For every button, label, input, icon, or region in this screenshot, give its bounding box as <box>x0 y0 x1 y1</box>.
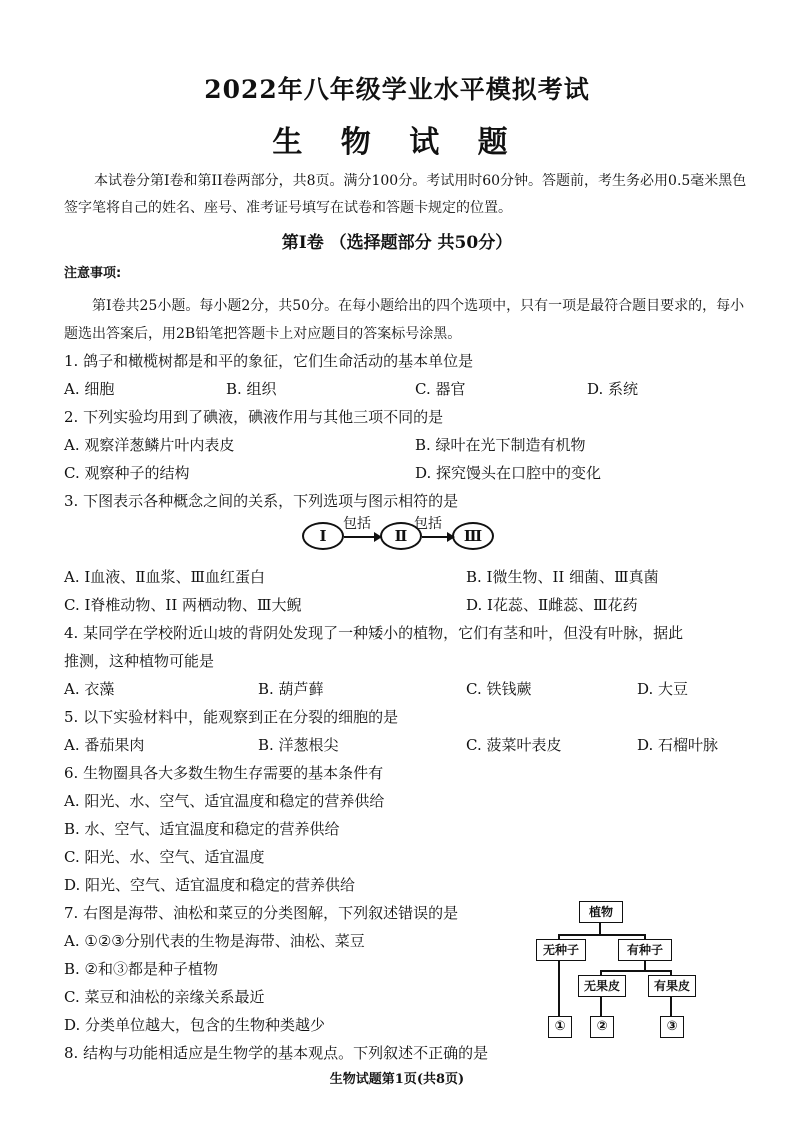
q3-stem: 3. 下图表示各种概念之间的关系，下列选项与图示相符的是 <box>64 492 459 510</box>
q4-option-d: D. 大豆 <box>637 680 689 698</box>
q4-stem-line2: 推测，这种植物可能是 <box>64 652 215 670</box>
q7-stem: 7. 右图是海带、油松和菜豆的分类图解，下列叙述错误的是 <box>64 904 459 922</box>
q7-option-a: A. ①②③分别代表的生物是海带、油松、菜豆 <box>64 932 365 950</box>
q4-option-a: A. 衣藻 <box>64 680 115 698</box>
q5-stem: 5. 以下实验材料中，能观察到正在分裂的细胞的是 <box>64 708 399 726</box>
class-leaf-1: ① <box>548 1016 572 1038</box>
q4-option-b: B. 葫芦藓 <box>258 680 324 698</box>
class-no-seed-box: 无种子 <box>536 939 586 961</box>
connector-line <box>670 996 672 1017</box>
exam-intro: 本试卷分第Ⅰ卷和第II卷两部分，共8页。满分100分。考试用时60分钟。答题前，考生务必用0.5毫米黑色签字笔将自己的姓名、座号、准考证号填写在试卷和答题卡规定的位置。 <box>64 173 747 216</box>
notice-label: 注意事项: <box>64 266 122 281</box>
exam-title: 2022年八年级学业水平模拟考试 <box>204 75 590 104</box>
q2-option-d: D. 探究馒头在口腔中的变化 <box>415 464 602 482</box>
q7-option-b: B. ②和③都是种子植物 <box>64 960 219 978</box>
q7-option-c: C. 菜豆和油松的亲缘关系最近 <box>64 988 265 1006</box>
q3-option-a: A. Ⅰ血液、Ⅱ血浆、Ⅲ血红蛋白 <box>64 568 265 586</box>
class-leaf-2: ② <box>590 1016 614 1038</box>
q4-option-c: C. 铁钱蕨 <box>466 680 532 698</box>
q6-option-d: D. 阳光、空气、适宜温度和稳定的营养供给 <box>64 876 356 894</box>
concept-node-3: Ⅲ <box>452 522 494 550</box>
q5-option-a: A. 番茄果肉 <box>64 736 145 754</box>
q1-stem: 1. 鸽子和橄榄树都是和平的象征，它们生命活动的基本单位是 <box>64 352 474 370</box>
q8-stem: 8. 结构与功能相适应是生物学的基本观点。下列叙述不正确的是 <box>64 1044 489 1062</box>
q2-option-b: B. 绿叶在光下制造有机物 <box>415 436 586 454</box>
q2-stem: 2. 下列实验均用到了碘液，碘液作用与其他三项不同的是 <box>64 408 444 426</box>
concept-edge-1-label: 包括 <box>343 516 371 532</box>
section-title: 第Ⅰ卷 （选择题部分 共50分） <box>281 233 513 253</box>
q3-option-b: B. Ⅰ微生物、II 细菌、Ⅲ真菌 <box>466 568 659 586</box>
q1-option-d: D. 系统 <box>587 380 639 398</box>
q4-stem-line1: 4. 某同学在学校附近山坡的背阴处发现了一种矮小的植物，它们有茎和叶，但没有叶脉，据此 <box>64 624 684 642</box>
q6-option-b: B. 水、空气、适宜温度和稳定的营养供给 <box>64 820 340 838</box>
class-seed-box: 有种子 <box>618 939 672 961</box>
class-no-pericarp-box: 无果皮 <box>578 975 626 997</box>
q1-option-b: B. 组织 <box>226 380 277 398</box>
q6-option-c: C. 阳光、水、空气、适宜温度 <box>64 848 265 866</box>
connector-line <box>600 996 602 1017</box>
concept-edge-1 <box>344 536 376 538</box>
q7-option-d: D. 分类单位越大，包含的生物种类越少 <box>64 1016 326 1034</box>
q5-option-b: B. 洋葱根尖 <box>258 736 339 754</box>
page-footer: 生物试题第1页(共8页) <box>329 1072 465 1087</box>
connector-line <box>558 960 560 1017</box>
q6-stem: 6. 生物圈具各大多数生物生存需要的基本条件有 <box>64 764 384 782</box>
class-leaf-3: ③ <box>660 1016 684 1038</box>
q6-option-a: A. 阳光、水、空气、适宜温度和稳定的营养供给 <box>64 792 385 810</box>
class-root-box: 植物 <box>579 901 623 923</box>
q5-option-d: D. 石榴叶脉 <box>637 736 719 754</box>
q2-option-a: A. 观察洋葱鳞片叶内表皮 <box>64 436 235 454</box>
q3-option-c: C. Ⅰ脊椎动物、II 两栖动物、Ⅲ大鲵 <box>64 596 302 614</box>
q2-option-c: C. 观察种子的结构 <box>64 464 190 482</box>
q1-option-a: A. 细胞 <box>64 380 115 398</box>
concept-node-2: Ⅱ <box>380 522 422 550</box>
notice-text: 第Ⅰ卷共25小题。每小题2分，共50分。在每小题给出的四个选项中，只有一项是最符合题目要求的，每小题选出答案后，用2B铅笔把答题卡上对应题目的答案标号涂黑。 <box>64 298 745 342</box>
class-pericarp-box: 有果皮 <box>648 975 696 997</box>
connector-line <box>558 934 646 936</box>
q3-option-d: D. Ⅰ花蕊、Ⅱ雌蕊、Ⅲ花药 <box>466 596 638 614</box>
subject-title: 生 物 试 题 <box>272 125 522 160</box>
q5-option-c: C. 菠菜叶表皮 <box>466 736 562 754</box>
concept-edge-2-label: 包括 <box>414 516 442 532</box>
concept-node-1: Ⅰ <box>302 522 344 550</box>
connector-line <box>600 970 672 972</box>
q1-option-c: C. 器官 <box>415 380 466 398</box>
